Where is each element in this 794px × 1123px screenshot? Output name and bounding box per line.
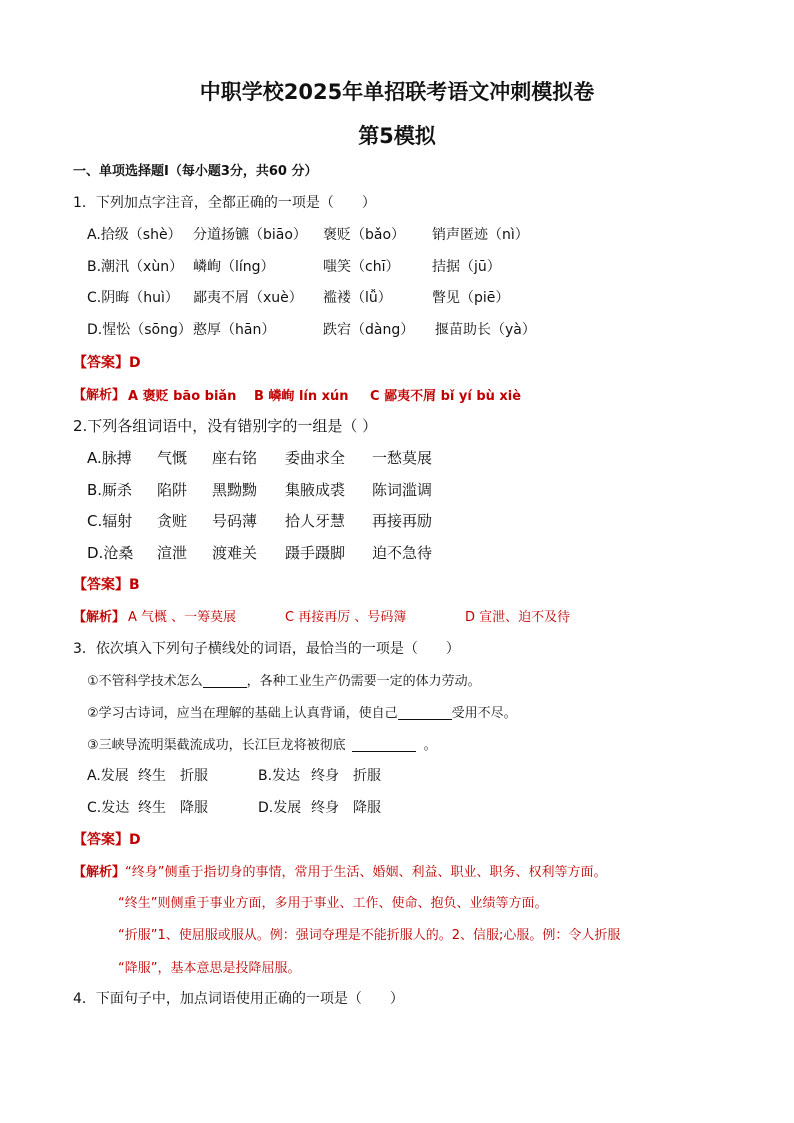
question-3-answer bbox=[73, 829, 141, 849]
q3-analysis-line-3: “折服”1、使屈服或服从。例：强词夺理是不能折服人的。2、信服;心服。例：令人折服 bbox=[118, 928, 621, 943]
q1-option-a-3: 褒贬（bǎo） bbox=[323, 227, 406, 243]
q3-option-d-3: 降服 bbox=[353, 800, 381, 816]
q2-option-c-5: 再接再励 bbox=[372, 512, 433, 530]
q2-option-d-5: 迫不急待 bbox=[372, 544, 433, 562]
q3-option-b-3: 折服 bbox=[353, 768, 381, 784]
q3-option-a-3: 折服 bbox=[180, 768, 208, 784]
q2-option-d-1: D.沧桑 bbox=[87, 544, 134, 562]
q2-option-d-2: 渲泄 bbox=[157, 544, 188, 562]
q1-option-a-2: 分道扬镳（biāo） bbox=[193, 227, 307, 243]
q2-option-a-2: 气慨 bbox=[157, 449, 188, 467]
question-3-stem: 3．依次填入下列句子横线处的词语，最恰当的一项是（ ） bbox=[73, 641, 460, 657]
q3-option-b-2: 终身 bbox=[311, 768, 339, 784]
q1-analysis-c: C 鄙夷不屑 bǐ yí bù xiè bbox=[370, 389, 522, 404]
q1-option-b-2: 嶙峋（líng） bbox=[193, 259, 275, 275]
q1-option-c-3: 褴褛（lǚ） bbox=[323, 290, 392, 306]
q1-analysis-b: B 嶙峋 lín xún bbox=[254, 389, 349, 404]
q2-option-a-4: 委曲求全 bbox=[285, 449, 346, 467]
fill-blank bbox=[352, 737, 416, 752]
q3-analysis-line-1: “终身”侧重于指切身的事情，常用于生活、婚姻、利益、职业、职务、权利等方面。 bbox=[125, 865, 607, 880]
q1-option-d-4: 揠苗助长（yà） bbox=[435, 322, 536, 338]
sentence-text: ①不管科学技术怎么 bbox=[87, 674, 203, 689]
q1-option-a-4: 销声匿迹（nì） bbox=[432, 227, 529, 243]
q1-option-c-2: 鄙夷不屑（xuè） bbox=[193, 290, 303, 306]
question-2-answer bbox=[73, 574, 140, 594]
sentence-text: ③三峡导流明渠截流成功，长江巨龙将被彻底 bbox=[87, 738, 346, 753]
analysis-label: 【解析】 bbox=[73, 865, 126, 880]
q3-option-b-1: B.发达 bbox=[258, 768, 301, 784]
section-heading: 一、单项选择题Ⅰ（每小题3分，共60 分） bbox=[73, 164, 318, 179]
question-2-analysis bbox=[73, 606, 125, 625]
sentence-text: 。 bbox=[423, 738, 437, 753]
q3-option-c-1: C.发达 bbox=[87, 800, 130, 816]
q3-option-a-2: 终生 bbox=[138, 768, 166, 784]
q1-option-b-4: 拮据（jū） bbox=[432, 259, 501, 275]
q2-option-b-4: 集腋成裘 bbox=[285, 481, 346, 499]
answer-value: D bbox=[129, 355, 141, 371]
answer-label: 【答案】 bbox=[73, 832, 129, 848]
answer-value: D bbox=[129, 832, 141, 848]
analysis-label: 【解析】 bbox=[73, 610, 126, 625]
q3-option-c-2: 终生 bbox=[138, 800, 166, 816]
sentence-text: 受用不尽。 bbox=[451, 706, 517, 721]
analysis-label: 【解析】 bbox=[73, 388, 126, 403]
q3-option-a-1: A.发展 bbox=[87, 768, 129, 784]
q2-option-c-3: 号码薄 bbox=[212, 512, 258, 530]
answer-value: B bbox=[129, 577, 140, 593]
page-title: 中职学校2025年单招联考语文冲刺模拟卷 bbox=[199, 80, 595, 104]
q2-option-d-4: 蹑手蹑脚 bbox=[285, 544, 346, 562]
question-3-analysis bbox=[73, 861, 607, 880]
q3-analysis-line-2: “终生”则侧重于事业方面，多用于事业、工作、使命、抱负、业绩等方面。 bbox=[118, 896, 548, 911]
q2-analysis-c: C 再接再厉 、号码簿 bbox=[285, 610, 407, 625]
q1-option-d-1: D.惺忪（sōng） bbox=[87, 322, 192, 338]
question-2-stem: 2.下列各组词语中，没有错别字的一组是（ ） bbox=[73, 417, 378, 435]
q2-analysis-d: D 宣泄、迫不及待 bbox=[465, 610, 571, 625]
q3-analysis-line-4: “降服”，基本意思是投降屈服。 bbox=[118, 961, 301, 976]
q2-option-c-2: 贪赃 bbox=[157, 512, 188, 530]
q1-option-d-3: 跌宕（dàng） bbox=[323, 322, 415, 338]
q3-sentence-1 bbox=[87, 670, 481, 689]
question-1-stem: 1．下列加点字注音，全都正确的一项是（ ） bbox=[73, 195, 376, 211]
q1-option-b-1: B.潮汛（xùn） bbox=[87, 259, 184, 275]
q1-analysis-a: A 褒贬 bāo biǎn bbox=[128, 389, 237, 404]
q2-option-b-1: B.厮杀 bbox=[87, 481, 133, 499]
q2-option-c-4: 拾人牙慧 bbox=[285, 512, 346, 530]
q3-option-c-3: 降服 bbox=[180, 800, 208, 816]
q2-option-c-1: C.辐射 bbox=[87, 512, 133, 530]
question-1-answer bbox=[73, 352, 141, 372]
q2-analysis-a: A 气概 、一筹莫展 bbox=[128, 610, 237, 625]
sentence-text: ②学习古诗词，应当在理解的基础上认真背诵，使自己 bbox=[87, 706, 398, 721]
q2-option-b-5: 陈词滥调 bbox=[372, 481, 433, 499]
q3-option-d-2: 终身 bbox=[311, 800, 339, 816]
page-subtitle: 第5模拟 bbox=[358, 124, 436, 148]
question-1-analysis bbox=[73, 384, 125, 403]
fill-blank bbox=[203, 673, 247, 688]
answer-label: 【答案】 bbox=[73, 577, 129, 593]
q2-option-b-2: 陷阱 bbox=[157, 481, 188, 499]
q3-sentence-2 bbox=[87, 702, 517, 721]
q1-option-c-1: C.阴晦（huì） bbox=[87, 290, 179, 306]
q2-option-a-1: A.脉搏 bbox=[87, 449, 132, 467]
q2-option-b-3: 黑黝黝 bbox=[212, 481, 258, 499]
q2-option-d-3: 渡难关 bbox=[212, 544, 258, 562]
q1-option-c-4: 瞥见（piē） bbox=[432, 290, 510, 306]
q2-option-a-5: 一愁莫展 bbox=[372, 449, 433, 467]
q3-sentence-3 bbox=[87, 734, 437, 753]
q1-option-b-3: 嗤笑（chī） bbox=[323, 259, 400, 275]
q3-option-d-1: D.发展 bbox=[258, 800, 302, 816]
question-4-stem: 4．下面句子中，加点词语使用正确的一项是（ ） bbox=[73, 991, 404, 1007]
q2-option-a-3: 座右铭 bbox=[212, 449, 258, 467]
q1-option-d-2: 憨厚（hān） bbox=[193, 322, 276, 338]
fill-blank bbox=[398, 705, 452, 720]
q1-option-a-1: A.拾级（shè） bbox=[87, 227, 182, 243]
sentence-text: ，各种工业生产仍需要一定的体力劳动。 bbox=[246, 674, 481, 689]
answer-label: 【答案】 bbox=[73, 355, 129, 371]
